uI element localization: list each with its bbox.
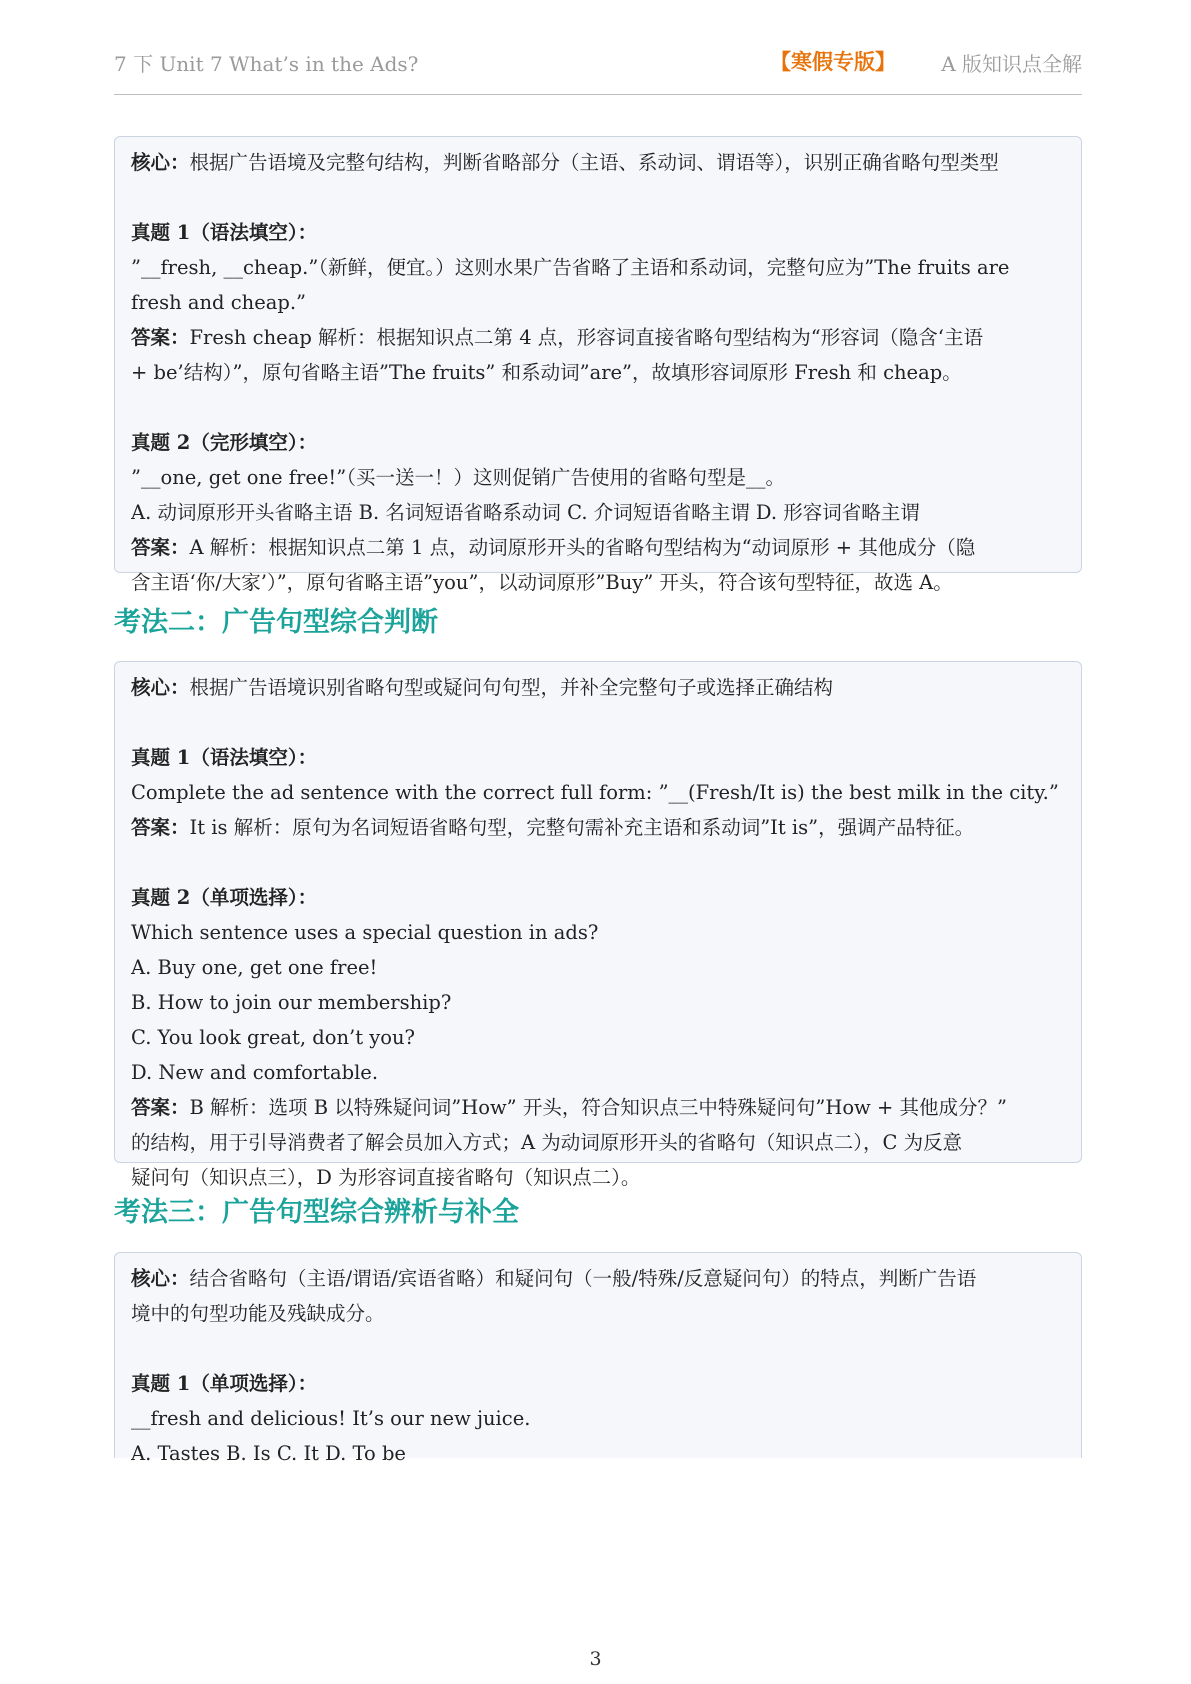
answer-label: 答案： <box>131 816 190 839</box>
core-text: 根据广告语境识别省略句型或疑问句句型，并补全完整句子或选择正确结构 <box>189 676 834 699</box>
page-number: 3 <box>589 1648 602 1670</box>
answer-text: Fresh cheap 解析：根据知识点二第 4 点，形容词直接省略句型结构为“形容词（隐含‘主语 <box>189 326 983 349</box>
core-label: 核心： <box>131 676 190 699</box>
exercise-box-2 <box>114 661 1082 1189</box>
answer-line <box>131 1090 1065 1125</box>
question-text: ”__fresh, __cheap.”（新鲜，便宜。）这则水果广告省略了主语和系动词，完整句应为”The fruits are <box>131 256 1010 279</box>
answer-text: B 解析：选项 B 以特殊疑问词”How” 开头，符合知识点三中特殊疑问句”How + 其他成分？” <box>189 1096 1007 1119</box>
answer-text: 疑问句（知识点三），D 为形容词直接省略句（知识点二）。 <box>131 1166 641 1189</box>
core-label: 核心： <box>131 1267 190 1290</box>
question-text: Complete the ad sentence with the correct full form: ”__(Fresh/It is) the best milk in the city.” <box>131 781 1059 804</box>
answer-text: It is 解析：原句为名词短语省略句型，完整句需补充主语和系动词”It is”，强调产品特征。 <box>189 816 975 839</box>
question-title: 真题 1（语法填空）： <box>131 746 318 769</box>
core-text: 境中的句型功能及残缺成分。 <box>131 1302 385 1325</box>
answer-label: 答案： <box>131 1096 190 1119</box>
header-edition-title: A 版知识点全解 <box>941 52 1082 76</box>
question-options: A. 动词原形开头省略主语 B. 名词短语省略系动词 C. 介词短语省略主谓 D. 形容词省略主谓 <box>131 501 920 524</box>
option-c: C. You look great, don’t you? <box>131 1026 416 1049</box>
answer-text: 含主语‘你/大家’）”，原句省略主语”you”，以动词原形”Buy” 开头，符合该句型特征，故选 A。 <box>131 571 953 594</box>
question-title: 真题 2（单项选择）： <box>131 886 318 909</box>
question-title: 真题 1（单项选择）： <box>131 1372 318 1395</box>
answer-label: 答案： <box>131 326 190 349</box>
core-text: 根据广告语境及完整句结构，判断省略部分（主语、系动词、谓语等），识别正确省略句型类型 <box>189 151 999 174</box>
answer-text: + be’结构）”，原句省略主语”The fruits” 和系动词”are”，故填形容词原形 Fresh 和 cheap。 <box>131 361 962 384</box>
header-unit-title: 7 下 Unit 7 What’s in the Ads? <box>114 52 419 76</box>
option-b: B. How to join our membership? <box>131 991 452 1014</box>
answer-label: 答案： <box>131 536 190 559</box>
exercise-box-3 <box>114 1252 1082 1465</box>
answer-line <box>131 530 1065 565</box>
core-line <box>131 1261 1065 1296</box>
exercise-box-1 <box>114 136 1082 594</box>
section-title-2: 考法二：广告句型综合判断 <box>114 607 438 638</box>
section-title-3: 考法三：广告句型综合辨析与补全 <box>114 1197 519 1228</box>
answer-line <box>131 810 1065 845</box>
core-label: 核心： <box>131 151 190 174</box>
question-title: 真题 1（语法填空）： <box>131 221 318 244</box>
question-text: fresh and cheap.” <box>131 291 307 314</box>
page-header <box>114 44 1082 95</box>
header-edition-tag: 【寒假专版】 <box>770 49 896 74</box>
option-d: D. New and comfortable. <box>131 1061 379 1084</box>
core-line <box>131 145 1065 180</box>
answer-text: A 解析：根据知识点二第 1 点，动词原形开头的省略句型结构为“动词原形 + 其他成分（隐 <box>189 536 976 559</box>
core-text: 结合省略句（主语/谓语/宾语省略）和疑问句（一般/特殊/反意疑问句）的特点，判断广告语 <box>189 1267 977 1290</box>
question-text: Which sentence uses a special question in ads? <box>131 921 599 944</box>
answer-text: 的结构，用于引导消费者了解会员加入方式；A 为动词原形开头的省略句（知识点二），C 为反意 <box>131 1131 963 1154</box>
answer-line <box>131 320 1065 355</box>
option-a: A. Buy one, get one free! <box>131 956 378 979</box>
question-title: 真题 2（完形填空）： <box>131 431 318 454</box>
question-text: ”__one, get one free!”（买一送一！）这则促销广告使用的省略句型是__。 <box>131 466 785 489</box>
question-options: A. Tastes B. Is C. It D. To be <box>131 1442 406 1465</box>
question-text: __fresh and delicious! It’s our new juice. <box>131 1407 531 1430</box>
core-line <box>131 670 1065 705</box>
